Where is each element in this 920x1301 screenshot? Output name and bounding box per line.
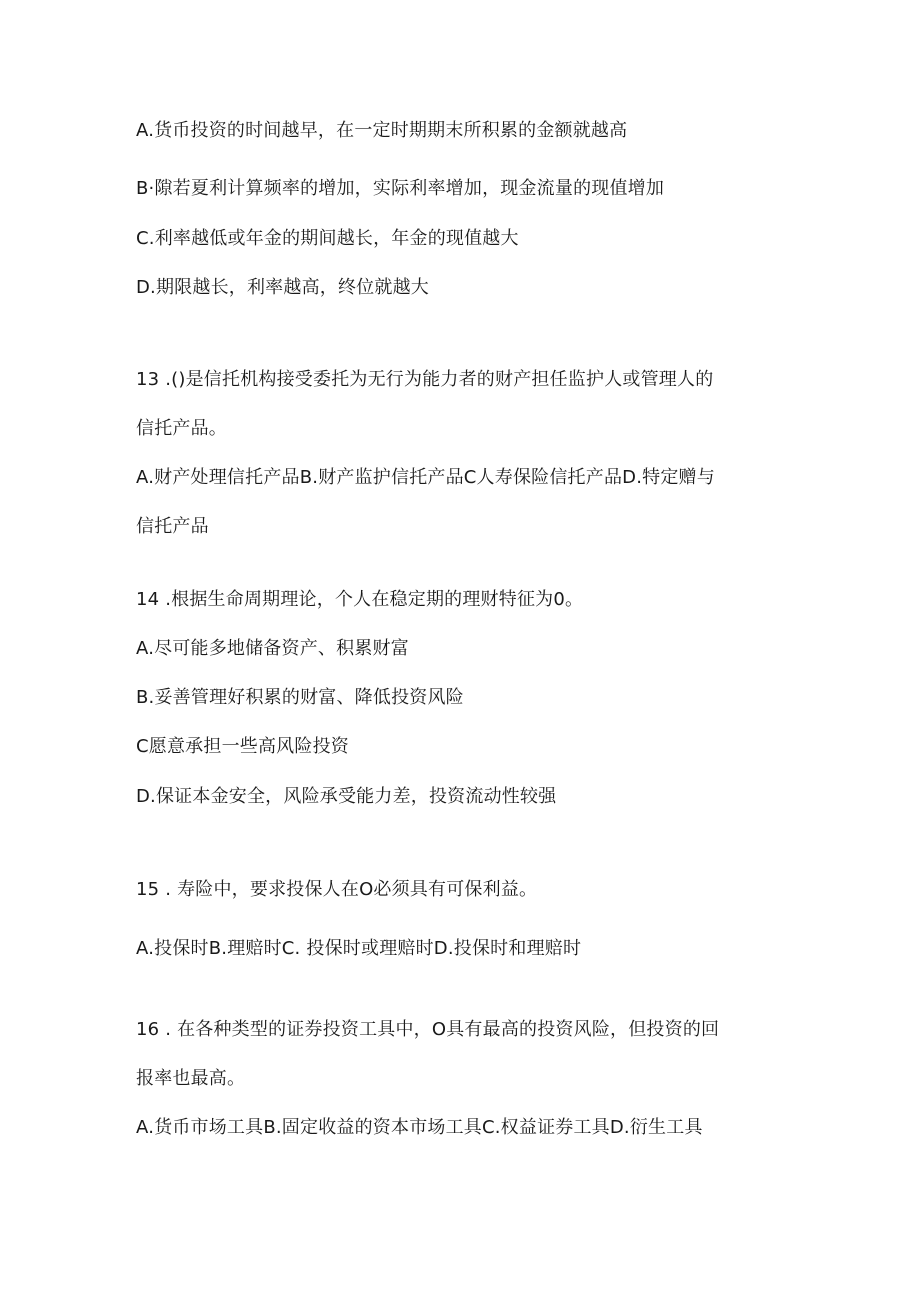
option-d-q14: D.保证本金安全，风险承受能力差，投资流动性较强 [136, 786, 557, 807]
question-16-text: 16 . 在各种类型的证券投资工具中，O具有最高的投资风险，但投资的回 [136, 1019, 720, 1040]
question-15-text: 15 . 寿险中，要求投保人在O必须具有可保利益。 [136, 879, 538, 900]
question-13-text-cont: 信托产品。 [136, 418, 227, 439]
question-14-text: 14 .根据生命周期理论，个人在稳定期的理财特征为0。 [136, 589, 584, 610]
question-16-text-cont: 报率也最高。 [136, 1068, 246, 1089]
question-16-options: A.货币市场工具B.固定收益的资本市场工具C.权益证券工具D.衍生工具 [136, 1117, 703, 1138]
option-c-q12: C.利率越低或年金的期间越长，年金的现值越大 [136, 228, 519, 249]
question-13-options: A.财产处理信托产品B.财产监护信托产品C人寿保险信托产品D.特定赠与 [136, 467, 715, 488]
option-b-q14: B.妥善管理好积累的财富、降低投资风险 [136, 687, 464, 708]
option-a-q12: A.货币投资的时间越早，在一定时期期末所积累的金额就越高 [136, 120, 628, 141]
question-13-text: 13 .()是信托机构接受委托为无行为能力者的财产担任监护人或管理人的 [136, 369, 714, 390]
option-c-q14: C愿意承担一些高风险投资 [136, 736, 349, 757]
question-13-options-cont: 信托产品 [136, 516, 209, 537]
option-d-q12: D.期限越长，利率越高，终位就越大 [136, 277, 429, 298]
option-b-q12: B·隙若夏利计算频率的增加，实际利率增加，现金流量的现值增加 [136, 178, 665, 199]
question-15-options: A.投保时B.理赔时C. 投保时或理赔时D.投保时和理赔时 [136, 938, 582, 959]
option-a-q14: A.尽可能多地储备资产、积累财富 [136, 638, 409, 659]
